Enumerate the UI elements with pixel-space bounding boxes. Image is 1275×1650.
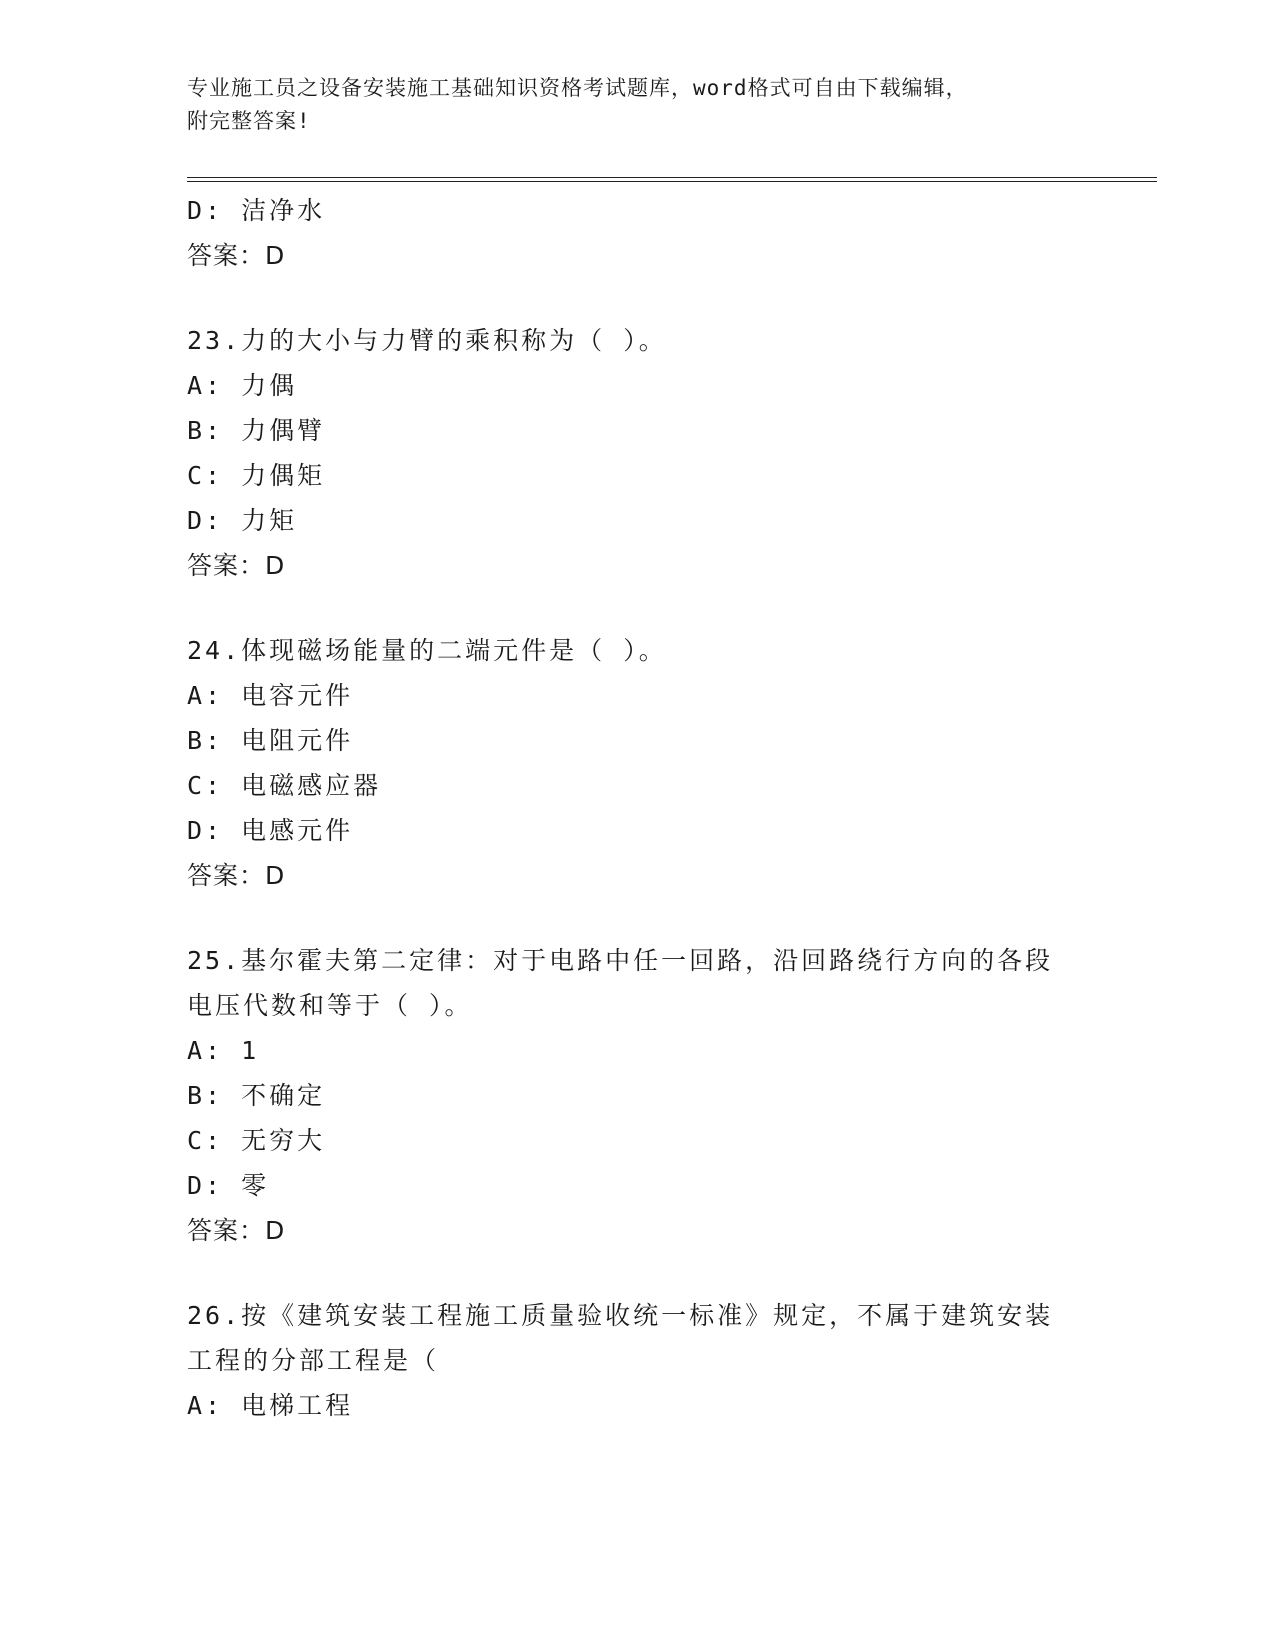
option-c: C: 无穷大 — [187, 1126, 326, 1155]
answer: 答案：D — [187, 861, 286, 890]
answer: 答案：D — [187, 241, 286, 270]
document-header — [187, 72, 1067, 138]
question-26 — [187, 1293, 1087, 1428]
header-line-1: 专业施工员之设备安装施工基础知识资格考试题库，word格式可自由下载编辑， — [187, 76, 968, 100]
question-stem: 24.体现磁场能量的二端元件是（ ）。 — [187, 636, 667, 665]
option-a: A: 电容元件 — [187, 681, 354, 710]
answer: 答案：D — [187, 551, 286, 580]
option-b: B: 电阻元件 — [187, 726, 354, 755]
option-b: B: 力偶臂 — [187, 416, 326, 445]
spacer — [187, 898, 1087, 938]
option-d: D: 零 — [187, 1171, 270, 1200]
answer: 答案：D — [187, 1216, 286, 1245]
question-24 — [187, 628, 1087, 898]
question-list — [187, 188, 1087, 1428]
option-b: B: 不确定 — [187, 1081, 326, 1110]
question-23 — [187, 318, 1087, 588]
header-divider — [187, 177, 1157, 182]
question-22-tail — [187, 188, 1087, 278]
header-line-2: 附完整答案! — [187, 109, 311, 133]
option-a: A: 电梯工程 — [187, 1391, 354, 1420]
option-c: C: 力偶矩 — [187, 461, 326, 490]
option-d: D: 力矩 — [187, 506, 298, 535]
option-c: C: 电磁感应器 — [187, 771, 382, 800]
spacer — [187, 588, 1087, 628]
question-stem: 23.力的大小与力臂的乘积称为（ ）。 — [187, 326, 667, 355]
question-stem-line-1: 25.基尔霍夫第二定律：对于电路中任一回路，沿回路绕行方向的各段 — [187, 946, 1054, 975]
spacer — [187, 278, 1087, 318]
spacer — [187, 1253, 1087, 1293]
question-stem-line-1: 26.按《建筑安装工程施工质量验收统一标准》规定，不属于建筑安装 — [187, 1301, 1054, 1330]
option-a: A: 力偶 — [187, 371, 298, 400]
question-stem-line-2: 电压代数和等于（ ）。 — [187, 991, 473, 1020]
question-stem-line-2: 工程的分部工程是（ — [187, 1346, 440, 1375]
option-d: D: 电感元件 — [187, 816, 354, 845]
option-d: D: 洁净水 — [187, 196, 326, 225]
option-a: A: 1 — [187, 1036, 260, 1065]
question-25 — [187, 938, 1087, 1253]
